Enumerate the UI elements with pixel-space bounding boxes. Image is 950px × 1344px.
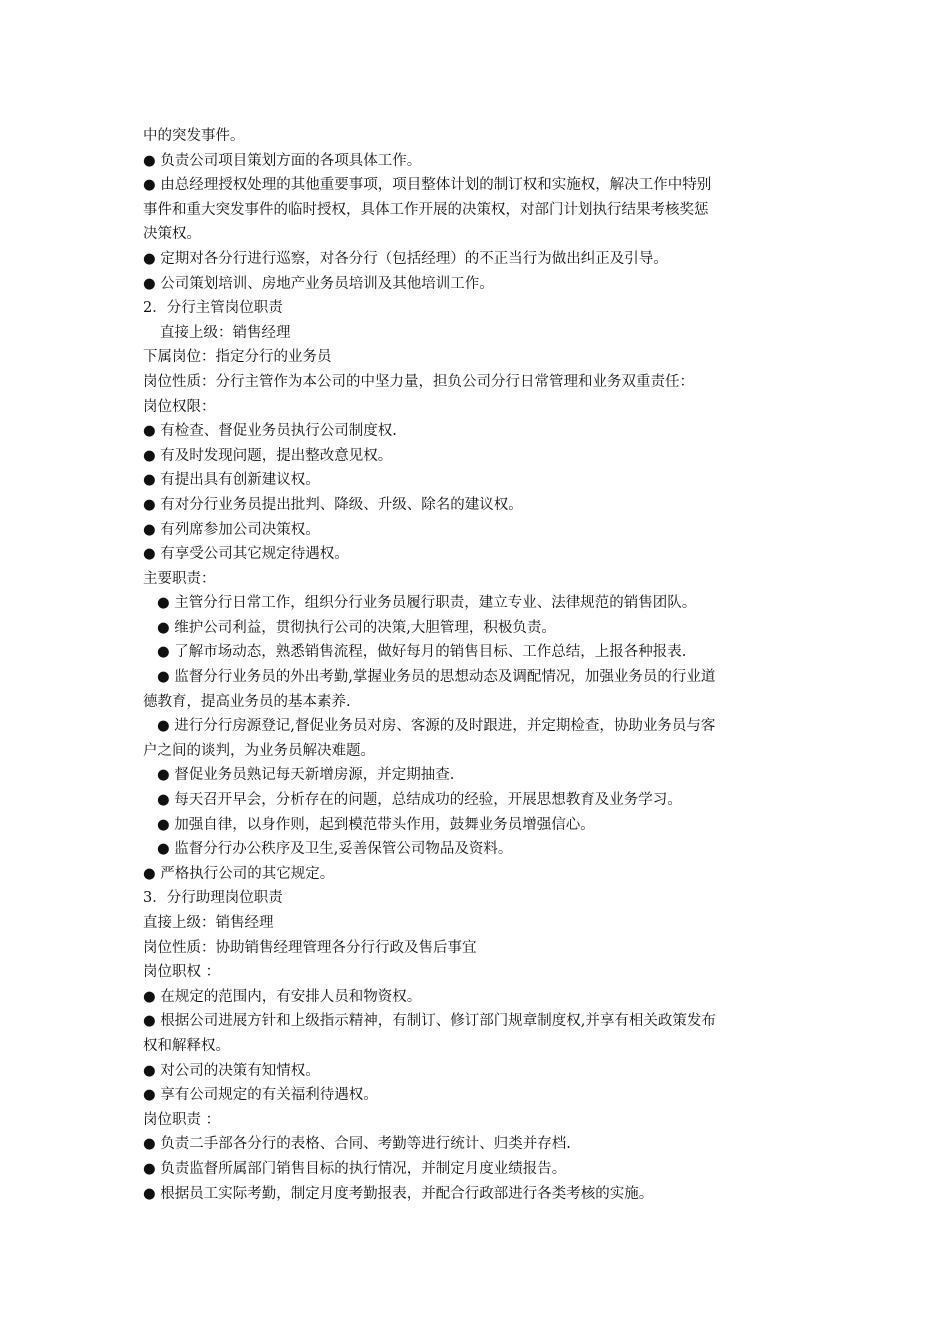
bullet-item: ● 负责公司项目策划方面的各项具体工作。 (143, 152, 422, 169)
bullet-item: ● 享有公司规定的有关福利待遇权。 (143, 1087, 378, 1104)
text-line: 岗位职权 ： (143, 964, 221, 981)
bullet-item: ● 根据公司进展方针和上级指示精神，有制订、修订部门规章制度权,并享有相关政策发布 (143, 1013, 716, 1030)
text-line: 德教育，提高业务员的基本素养. (143, 693, 351, 710)
bullet-item: ● 根据员工实际考勤，制定月度考勤报表，并配合行政部进行各类考核的实施。 (143, 1185, 654, 1202)
bullet-item: ● 对公司的决策有知情权。 (143, 1062, 320, 1079)
bullet-item: ● 监督分行业务员的外出考勤,掌握业务员的思想动态及调配情况，加强业务员的行业道 (157, 669, 716, 686)
bullet-item: ● 每天召开早会，分析存在的问题，总结成功的经验，开展思想教育及业务学习。 (157, 792, 682, 809)
text-line: 岗位职责 ： (143, 1111, 221, 1128)
text-line: 直接上级：销售经理 (143, 915, 274, 931)
text-line: 权和解释权。 (143, 1037, 230, 1054)
text-line: 下属岗位：指定分行的业务员 (143, 349, 332, 366)
bullet-item: ● 主管分行日常工作，组织分行业务员履行职责，建立专业、法律规范的销售团队。 (157, 595, 697, 612)
text-line: 直接上级：销售经理 (160, 324, 291, 341)
bullet-item: ● 负责二手部各分行的表格、合同、考勤等进行统计、归类并存档. (143, 1136, 571, 1153)
bullet-item: ● 督促业务员熟记每天新增房源，并定期抽查. (157, 767, 455, 784)
text-line: 3．分行助理岗位职责 (143, 890, 283, 907)
bullet-item: ● 了解市场动态，熟悉销售流程，做好每月的销售目标、工作总结，上报各种报表. (157, 644, 687, 661)
text-line: 岗位性质：分行主管作为本公司的中坚力量，担负公司分行日常管理和业务双重责任： (143, 373, 694, 390)
bullet-item: ● 定期对各分行进行巡察，对各分行（包括经理）的不正当行为做出纠正及引导。 (143, 250, 668, 267)
bullet-item: ● 有提出具有创新建议权。 (143, 472, 320, 489)
bullet-item: ● 加强自律，以身作则，起到模范带头作用，鼓舞业务员增强信心。 (157, 816, 595, 833)
bullet-item: ● 有列席参加公司决策权。 (143, 521, 320, 538)
document-page (143, 124, 813, 1206)
bullet-item: ● 严格执行公司的其它规定。 (143, 865, 335, 882)
text-line: 主要职责： (143, 570, 216, 587)
text-line: 岗位性质：协助销售经理管理各分行行政及售后事宜 (143, 939, 477, 956)
bullet-item: ● 进行分行房源登记,督促业务员对房、客源的及时跟进，并定期检查，协助业务员与客 (157, 718, 716, 735)
bullet-item: ● 有对分行业务员提出批判、降级、升级、除名的建议权。 (143, 496, 523, 513)
bullet-item: ● 公司策划培训、房地产业务员培训及其他培训工作。 (143, 275, 494, 292)
bullet-item: ● 在规定的范围内，有安排人员和物资权。 (143, 988, 422, 1005)
bullet-item: ● 有检查、督促业务员执行公司制度权. (143, 423, 397, 440)
bullet-item: ● 有及时发现问题，提出整改意见权。 (143, 447, 393, 464)
bullet-item: ● 维护公司利益，贯彻执行公司的决策,大胆管理，积极负责。 (157, 619, 556, 636)
text-line: 决策权。 (143, 226, 201, 243)
text-line: 岗位权限： (143, 398, 216, 415)
bullet-item: ● 监督分行办公秩序及卫生,妥善保管公司物品及资料。 (157, 841, 513, 858)
text-line: 事件和重大突发事件的临时授权，具体工作开展的决策权，对部门计划执行结果考核奖惩 (143, 201, 709, 218)
bullet-item: ● 由总经理授权处理的其他重要事项，项目整体计划的制订权和实施权，解决工作中特别 (143, 177, 712, 194)
bullet-item: ● 有享受公司其它规定待遇权。 (143, 546, 349, 563)
text-line: 2．分行主管岗位职责 (143, 300, 283, 317)
text-line: 中的突发事件。 (143, 128, 245, 144)
text-line: 户之间的谈判，为业务员解决难题。 (143, 742, 375, 759)
bullet-item: ● 负责监督所属部门销售目标的执行情况，并制定月度业绩报告。 (143, 1160, 567, 1177)
